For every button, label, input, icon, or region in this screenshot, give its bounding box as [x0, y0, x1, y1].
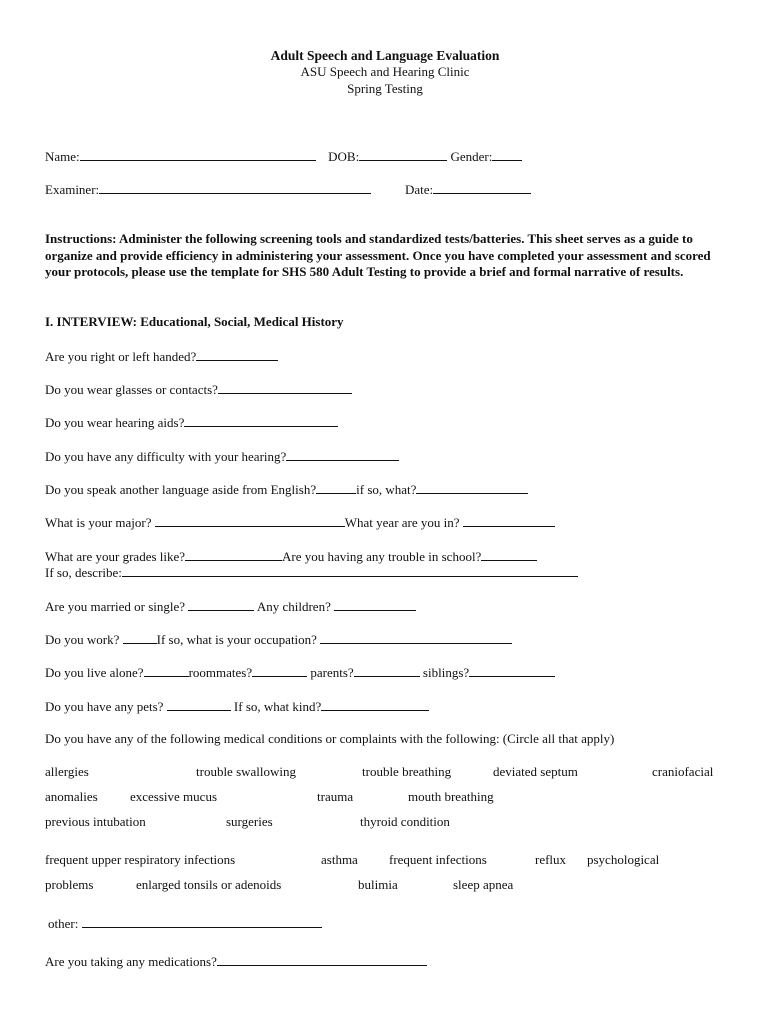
instructions: Instructions: Administer the following screening tools and standardized tests/batteries. This sheet serves as a guide to organize and provide efficiency in administering your assessment. Once you have completed your assessment and scored your protocols, please use the template for SHS 580 Adult Testing to provide a brief and formal narrative of results. [45, 231, 711, 279]
condition-trauma[interactable]: trauma [317, 789, 354, 804]
condition-mouth-breathing[interactable]: mouth breathing [408, 789, 494, 804]
q-pets-label: Do you have any pets? [45, 699, 167, 714]
q-handed [45, 348, 278, 365]
q-work-label: Do you work? [45, 632, 123, 647]
q-medications-label: Are you taking any medications? [45, 954, 217, 969]
q-language-label: Do you speak another language aside from English? [45, 482, 317, 497]
condition-sleep-apnea[interactable]: sleep apnea [453, 877, 514, 892]
condition-deviated-septum[interactable]: deviated septum [493, 764, 578, 779]
trouble-school-field[interactable] [481, 548, 537, 561]
q-describe [45, 564, 578, 581]
condition-excessive-mucus[interactable]: excessive mucus [130, 789, 218, 804]
condition-craniofacial[interactable]: craniofacial [652, 764, 714, 779]
testing-term: Spring Testing [347, 81, 423, 96]
q-pets [45, 698, 429, 715]
examiner-label: Examiner: [45, 182, 100, 197]
q-conditions-intro: Do you have any of the following medical conditions or complaints with the following: (Circle all that apply) [45, 731, 615, 746]
work-field[interactable] [123, 631, 157, 644]
q-roommates-label: roommates? [188, 665, 253, 680]
siblings-field[interactable] [469, 664, 555, 677]
q-occupation-label: If so, what is your occupation? [156, 632, 321, 647]
condition-problems[interactable]: problems [45, 877, 94, 892]
condition-frequent-uri[interactable]: frequent upper respiratory infections [45, 852, 236, 867]
q-grades [45, 548, 537, 565]
q-language-what-label: if so, what? [356, 482, 417, 497]
condition-thyroid-condition[interactable]: thyroid condition [360, 814, 450, 829]
clinic-name: ASU Speech and Hearing Clinic [300, 64, 470, 79]
condition-previous-intubation[interactable]: previous intubation [45, 814, 146, 829]
hearing-difficulty-field[interactable] [286, 448, 399, 461]
children-field[interactable] [334, 598, 416, 611]
major-field[interactable] [155, 514, 345, 527]
condition-enlarged-tonsils[interactable]: enlarged tonsils or adenoids [136, 877, 282, 892]
condition-psychological[interactable]: psychological [587, 852, 660, 867]
q-work [45, 631, 512, 648]
other-field[interactable] [82, 915, 322, 928]
q-children-label: Any children? [254, 599, 335, 614]
handed-field[interactable] [196, 348, 278, 361]
q-trouble-school-label: Are you having any trouble in school? [282, 549, 482, 564]
condition-surgeries[interactable]: surgeries [226, 814, 273, 829]
q-major-label: What is your major? [45, 515, 155, 530]
condition-trouble-swallowing[interactable]: trouble swallowing [196, 764, 297, 779]
q-live-alone-label: Do you live alone? [45, 665, 144, 680]
q-other [48, 915, 322, 932]
q-handed-label: Are you right or left handed? [45, 349, 197, 364]
q-glasses [45, 381, 352, 398]
medications-field[interactable] [217, 953, 427, 966]
describe-field[interactable] [122, 564, 578, 577]
grades-field[interactable] [185, 548, 282, 561]
q-medications [45, 953, 427, 970]
q-siblings-label: siblings? [419, 665, 470, 680]
condition-allergies[interactable]: allergies [45, 764, 89, 779]
married-field[interactable] [188, 598, 254, 611]
parents-field[interactable] [354, 664, 420, 677]
occupation-field[interactable] [320, 631, 512, 644]
condition-asthma[interactable]: asthma [321, 852, 358, 867]
name-field[interactable] [80, 148, 316, 161]
q-hearing-difficulty [45, 448, 399, 465]
pets-field[interactable] [167, 698, 231, 711]
condition-reflux[interactable]: reflux [535, 852, 567, 867]
q-hearing-aids [45, 414, 338, 431]
dob-label: DOB: [328, 149, 360, 164]
date-field[interactable] [433, 181, 531, 194]
date-row [405, 181, 531, 198]
pets-kind-field[interactable] [321, 698, 429, 711]
gender-field[interactable] [492, 148, 522, 161]
condition-bulimia[interactable]: bulimia [358, 877, 398, 892]
examiner-field[interactable] [99, 181, 371, 194]
q-married-label: Are you married or single? [45, 599, 189, 614]
q-language [45, 481, 528, 498]
glasses-field[interactable] [218, 381, 352, 394]
language-field[interactable] [316, 481, 356, 494]
examiner-row [45, 181, 371, 198]
q-married [45, 598, 416, 615]
q-pets-kind-label: If so, what kind? [230, 699, 322, 714]
condition-trouble-breathing[interactable]: trouble breathing [362, 764, 452, 779]
q-major [45, 514, 555, 531]
year-field[interactable] [463, 514, 555, 527]
q-year-label: What year are you in? [344, 515, 463, 530]
name-label: Name: [45, 149, 80, 164]
condition-frequent-infections[interactable]: frequent infections [389, 852, 487, 867]
date-label: Date: [405, 182, 434, 197]
q-live [45, 664, 555, 681]
roommates-field[interactable] [252, 664, 307, 677]
q-hearing-difficulty-label: Do you have any difficulty with your hearing? [45, 449, 287, 464]
q-hearing-aids-label: Do you wear hearing aids? [45, 415, 185, 430]
q-describe-label: If so, describe: [45, 565, 122, 580]
q-glasses-label: Do you wear glasses or contacts? [45, 382, 218, 397]
name-row [45, 148, 522, 165]
form-title: Adult Speech and Language Evaluation [270, 48, 500, 63]
live-alone-field[interactable] [144, 664, 189, 677]
hearing-aids-field[interactable] [184, 414, 338, 427]
language-what-field[interactable] [416, 481, 528, 494]
q-grades-label: What are your grades like? [45, 549, 186, 564]
q-other-label: other: [48, 916, 82, 931]
dob-field[interactable] [359, 148, 447, 161]
q-parents-label: parents? [307, 665, 354, 680]
section-title: I. INTERVIEW: Educational, Social, Medical History [45, 314, 344, 329]
gender-label: Gender: [450, 149, 493, 164]
condition-anomalies[interactable]: anomalies [45, 789, 98, 804]
